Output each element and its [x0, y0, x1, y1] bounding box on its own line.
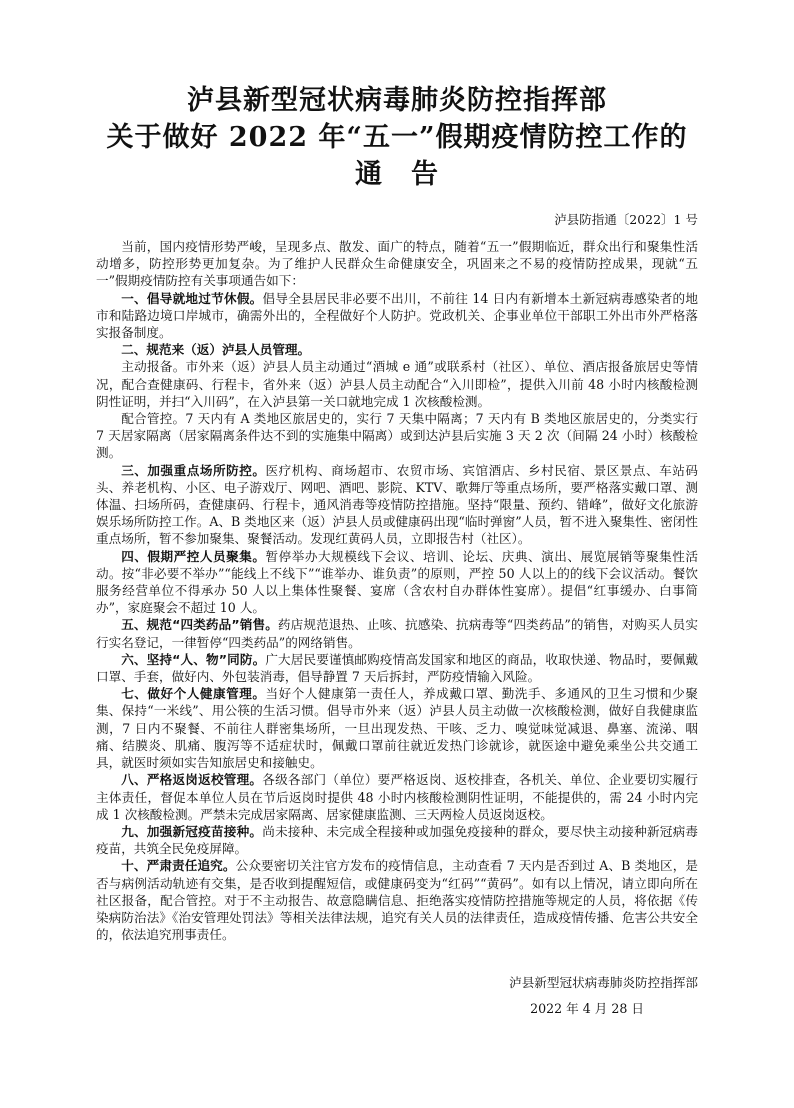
- section-paragraph: [96, 358, 698, 410]
- section-paragraph: [96, 771, 698, 823]
- section-paragraph: [96, 290, 698, 342]
- section-paragraph: [96, 685, 698, 771]
- sections-list: [96, 290, 698, 944]
- section-heading: 四、假期严控人员聚集。: [121, 548, 266, 564]
- section-heading: 九、加强新冠疫苗接种。: [121, 823, 263, 839]
- section-paragraph: [96, 341, 698, 358]
- section-paragraph: [96, 616, 698, 650]
- title-line-2: 关于做好 2022 年“五一”假期疫情防控工作的: [106, 122, 688, 153]
- section-text: 药店规范退热、止咳、抗感染、抗病毒等“四类药品”的销售，对购买人员实行实名登记，一律暂停“四类药品”的网络销售。: [96, 617, 698, 650]
- section-paragraph: [96, 410, 698, 462]
- section-text: 配合管控。7 天内有 A 类地区旅居史的，实行 7 天集中隔离；7 天内有 B 类地区旅居史的，分类实行 7 天居家隔离（居家隔离条件达不到的实施集中隔离）或到达泸县后实施 3 天 2 次（间隔 24 小时）核酸检测。: [96, 411, 698, 461]
- section-heading: 六、坚持“人、物”同防。: [121, 651, 266, 667]
- signature-date: 2022 年 4 月 28 日: [530, 1001, 644, 1016]
- section-paragraph: [96, 857, 698, 943]
- document-number: 泸县防指通〔2022〕1 号: [554, 212, 698, 227]
- title-line-3: 通 告: [355, 159, 439, 190]
- document-title: [0, 82, 794, 193]
- section-text: 各级各部门（单位）要严格返岗、返校排查，各机关、单位、企业要切实履行主体责任，督促本单位人员在节后返岗时提供 48 小时内核酸检测阴性证明，不能提供的，需 24 小时内完成 1 次核酸检测。严禁未完成居家隔离、居家健康监测、三天两检人员返岗返校。: [96, 772, 699, 822]
- section-heading: 八、严格返岗返校管理。: [121, 772, 263, 788]
- section-text: 公众要密切关注官方发布的疫情信息，主动查看 7 天内是否到过 A、B 类地区，是否与病例活动轨迹有交集，是否收到提醒短信，或健康码变为“红码”“黄码”。如有以上情况，请立即向所在社区报备，配合管控。对于不主动报告、故意隐瞒信息、拒绝落实疫情防控措施等规定的人员，将依据《传染病防治法》《治安管理处罚法》等相关法律法规，追究有关人员的法律责任，造成疫情传播、危害公共安全的，依法追究刑事责任。: [96, 858, 699, 943]
- section-heading: 二、规范来（返）泸县人员管理。: [121, 342, 311, 358]
- section-text: 医疗机构、商场超市、农贸市场、宾馆酒店、乡村民宿、景区景点、车站码头、养老机构、小区、电子游戏厅、网吧、酒吧、影院、KTV、歌舞厅等重点场所，要严格落实戴口罩、测体温、扫场所码，查健康码、行程卡，通风消毒等疫情防控措施。坚持“限量、预约、错峰”，做好文化旅游娱乐场所防控工作。A、B 类地区来（返）泸县人员或健康码出现“临时弹窗”人员，暂不进入聚集性、密闭性重点场所，暂不参加聚集、聚餐活动。发现红黄码人员，立即报告村（社区）。: [96, 462, 699, 547]
- section-text: 倡导全县居民非必要不出川，不前往 14 日内有新增本土新冠病毒感染者的地市和陆路边境口岸城市，确需外出的，全程做好个人防护。党政机关、企事业单位干部职工外出市外严格落实报备制度。: [96, 290, 698, 341]
- document-body: [96, 238, 698, 943]
- section-text: 广大居民要谨慎邮购疫情高发国家和地区的商品，收取快递、物品时，要佩戴口罩、手套，做好内、外包装消毒，倡导静置 7 天后拆封，严防疫情输入风险。: [96, 651, 698, 685]
- section-heading: 七、做好个人健康管理。: [121, 686, 266, 702]
- section-heading: 一、倡导就地过节休假。: [121, 290, 263, 306]
- section-heading: 五、规范“四类药品”销售。: [121, 617, 278, 633]
- section-text: 尚未接种、未完成全程接种或加强免疫接种的群众，要尽快主动接种新冠病毒疫苗，共筑全民免疫屏障。: [96, 823, 699, 857]
- section-heading: 十、严肃责任追究。: [121, 858, 236, 874]
- section-paragraph: [96, 548, 698, 617]
- signature-org: 泸县新型冠状病毒肺炎防控指挥部: [509, 975, 698, 990]
- section-text: 主动报备。市外来（返）泸县人员主动通过“酒城 e 通”或联系村（社区）、单位、酒店报备旅居史等情况，配合查健康码、行程卡，省外来（返）泸县人员主动配合“入川即检”，提供入川前 48 小时内核酸检测阴性证明，并扫“入川码”，在入泸县第一关口就地完成 1 次核酸检测。: [96, 359, 698, 409]
- section-paragraph: [96, 823, 698, 857]
- section-text: 暂停举办大规模线下会议、培训、论坛、庆典、演出、展览展销等聚集性活动。按“非必要不举办”“能线上不线下”“谁举办、谁负责”的原则，严控 50 人以上的的线下会议活动。餐饮服务经营单位不得承办 50 人以上集体性聚餐、宴席（含农村自办群体性宴席）。提倡“红事缓办、白事简办”，家庭聚会不超过 10 人。: [96, 548, 699, 616]
- section-paragraph: [96, 651, 698, 685]
- intro-paragraph: 当前，国内疫情形势严峻，呈现多点、散发、面广的特点，随着“五一”假期临近，群众出行和聚集性活动增多，防控形势更加复杂。为了维护人民群众生命健康安全，巩固来之不易的疫情防控成果，现就“五一”假期疫情防控有关事项通告如下：: [96, 239, 698, 289]
- title-line-1: 泸县新型冠状病毒肺炎防控指挥部: [187, 85, 607, 116]
- section-text: 当好个人健康第一责任人，养成戴口罩、勤洗手、多通风的卫生习惯和少聚集、保持“一米线”、用公筷的生活习惯。倡导市外来（返）泸县人员主动做一次核酸检测，做好自我健康监测，7 日内不聚餐、不前往人群密集场所，一旦出现发热、干咳、乏力、嗅觉味觉减退、鼻塞、流涕、咽痛、结膜炎、肌痛、腹泻等不适症状时，佩戴口罩前往就近发热门诊就诊，就医途中避免乘坐公共交通工具，就医时须如实告知旅居史和接触史。: [96, 686, 699, 771]
- section-paragraph: [96, 462, 698, 548]
- section-heading: 三、加强重点场所防控。: [121, 462, 266, 478]
